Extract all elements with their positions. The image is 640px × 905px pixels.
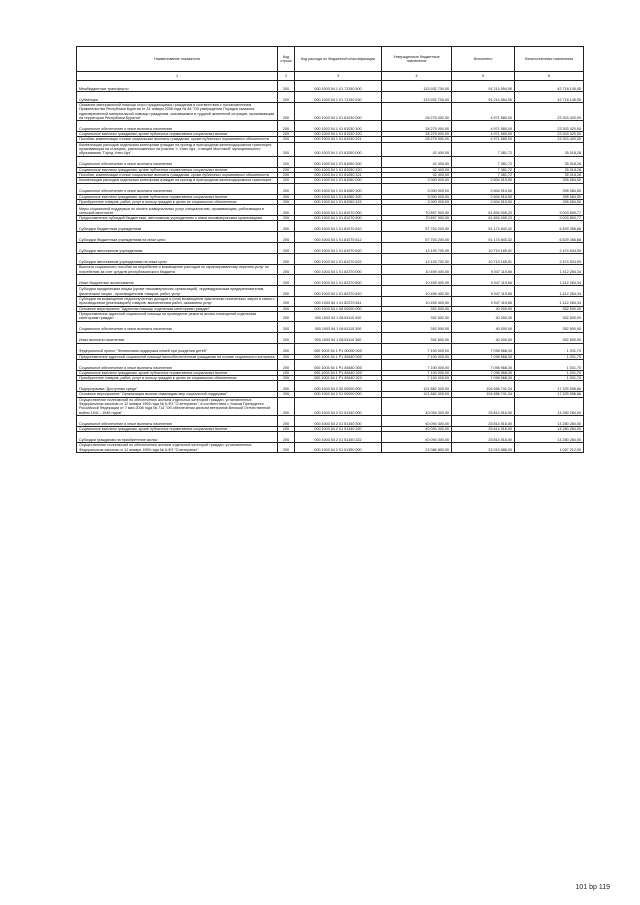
row-executed-amount: 10 719 165,91 — [452, 254, 515, 265]
row-approved-amount: 28 275 000,00 — [382, 121, 452, 132]
row-budget-code: 000 1003 54 1 08 81110 000 — [295, 311, 382, 321]
table-row — [77, 265, 584, 275]
row-executed-amount: 40 000,00 — [452, 306, 515, 311]
row-remaining-amount: 1 412 284,34 — [515, 275, 584, 286]
row-remaining-amount: 395 084,50 — [515, 178, 584, 183]
row-approved-amount: 28 275 000,00 — [382, 103, 452, 121]
row-remaining-amount: 9 003 890,77 — [515, 216, 584, 221]
row-executed-amount: 22 019 588,00 — [452, 443, 515, 453]
row-indicator-name: Предоставление субсидий бюджетным, автономным учреждениям и иным некоммерческим организациям — [77, 216, 278, 221]
row-budget-code: 000 1003 54 2 01 51340 320 — [295, 426, 382, 431]
row-budget-code: 000 1003 54 1 P1 83640 300 — [295, 359, 382, 370]
row-budget-code: 000 1003 54 2 00 00000 000 — [295, 381, 382, 392]
row-line-code: 200 — [278, 92, 295, 103]
row-line-code: 200 — [278, 359, 295, 370]
table-row — [77, 103, 584, 121]
row-indicator-name: Социальные выплаты гражданам, кроме публичных нормативных социальных выплат — [77, 370, 278, 375]
row-indicator-name: Субвенции — [77, 92, 278, 103]
column-number-3: 3 — [295, 72, 382, 81]
row-approved-amount: 3 000 000,00 — [382, 178, 452, 183]
table-row — [77, 205, 584, 216]
table-row — [77, 132, 584, 137]
row-budget-code: 000 1003 54 1 01 73150 530 — [295, 92, 382, 103]
row-budget-code: 000 1003 54 1 08 81110 300 — [295, 321, 382, 332]
row-line-code: 200 — [278, 103, 295, 121]
row-remaining-amount: 23 303 420,00 — [515, 137, 584, 142]
row-line-code: 200 — [278, 172, 295, 177]
row-remaining-amount: 395 084,50 — [515, 199, 584, 204]
row-remaining-amount: 1 412 284,34 — [515, 297, 584, 307]
table-row — [77, 297, 584, 307]
row-line-code: 200 — [278, 137, 295, 142]
table-row — [77, 376, 584, 381]
row-remaining-amount: 352 500,00 — [515, 332, 584, 343]
row-approved-amount: 42 400,00 — [382, 172, 452, 177]
row-budget-code: 000 1003 54 2 01 51340 300 — [295, 415, 382, 426]
row-budget-code: 000 1003 54 1 P1 00000 000 — [295, 343, 382, 354]
table-row — [77, 392, 584, 397]
row-indicator-name: Оказание материальной помощи остро нуждающимся гражданам в соответствии с постановлением Правительства Республики Бурятия от 31 января 2008 года № 48 "Об утверждении Порядка оказания единовременной материальной помощи гражданам, оказавшимся в трудной жизненной ситуации, проживающим на территории Республики Бурятия" — [77, 103, 278, 121]
table-row — [77, 221, 584, 232]
row-executed-amount: 4 971 580,00 — [452, 121, 515, 132]
row-executed-amount: 7 098 968,30 — [452, 354, 515, 359]
row-remaining-amount: 6 529 356,68 — [515, 232, 584, 243]
row-line-code: 200 — [278, 443, 295, 453]
row-approved-amount: 3 000 000,00 — [382, 183, 452, 194]
row-executed-amount: 7 098 968,30 — [452, 376, 515, 381]
row-line-code: 200 — [278, 81, 295, 92]
row-budget-code: 000 1003 54 1 01 81030 300 — [295, 121, 382, 132]
table-row — [77, 199, 584, 204]
row-line-code: 200 — [278, 311, 295, 321]
column-numbers-row — [77, 72, 584, 81]
row-indicator-name: Пособия, компенсации и иные социальные выплаты гражданам, кроме публичных нормативных обязательств — [77, 172, 278, 177]
row-indicator-name: Социальное обеспечение и иные выплаты населению — [77, 121, 278, 132]
row-indicator-name: Иные бюджетные ассигнования — [77, 275, 278, 286]
row-remaining-amount: 17 325 558,66 — [515, 381, 584, 392]
row-executed-amount: 7 381,72 — [452, 167, 515, 172]
row-remaining-amount: 14 280 284,00 — [515, 432, 584, 443]
row-approved-amount: 13 193 700,00 — [382, 243, 452, 254]
row-approved-amount: 42 400,00 — [382, 142, 452, 156]
row-indicator-name: Предоставление адресной социальной помощи на проведение ремонта жилых помещений отдельным категориям граждан — [77, 311, 278, 321]
row-line-code: 200 — [278, 178, 295, 183]
row-budget-code: 000 1003 54 1 08 00000 000 — [295, 306, 382, 311]
page-number: 101 bp 119 — [575, 884, 610, 891]
table-row — [77, 311, 584, 321]
row-approved-amount: 392 500,00 — [382, 306, 452, 311]
row-executed-amount: 4 971 580,00 — [452, 103, 515, 121]
row-executed-amount: 25 814 016,00 — [452, 432, 515, 443]
row-line-code: 200 — [278, 370, 295, 375]
row-indicator-name: Приобретение товаров, работ, услуг в пользу граждан в целях их социального обеспечения — [77, 199, 278, 204]
row-indicator-name: Основное мероприятие "Организация выплат инвалидам мер социальной поддержки" — [77, 392, 278, 397]
row-indicator-name: Социальные выплаты гражданам, кроме публичных нормативных социальных выплат — [77, 426, 278, 431]
row-remaining-amount: 352 500,00 — [515, 311, 584, 321]
row-line-code: 200 — [278, 232, 295, 243]
row-executed-amount: 40 000,00 — [452, 311, 515, 321]
row-approved-amount: 40 094 300,00 — [382, 432, 452, 443]
row-line-code: 200 — [278, 397, 295, 415]
row-indicator-name: Приобретение товаров, работ, услуг в пользу граждан в целях их социального обеспечения — [77, 376, 278, 381]
row-remaining-amount: 1 031,70 — [515, 343, 584, 354]
row-indicator-name: Социальное обеспечение и иные выплаты населению — [77, 183, 278, 194]
row-remaining-amount: 23 303 420,00 — [515, 103, 584, 121]
row-approved-amount: 392 500,00 — [382, 332, 452, 343]
row-budget-code: 000 1003 54 1 01 82370 811 — [295, 297, 382, 307]
row-line-code: 200 — [278, 286, 295, 297]
row-budget-code: 000 1003 54 1 P1 83640 323 — [295, 376, 382, 381]
row-remaining-amount: 14 280 284,00 — [515, 415, 584, 426]
row-remaining-amount: 42 718 145,05 — [515, 81, 584, 92]
row-approved-amount: 23 086 800,00 — [382, 443, 452, 453]
row-approved-amount: 10 459 400,00 — [382, 265, 452, 275]
row-remaining-amount: 1 412 284,34 — [515, 286, 584, 297]
row-indicator-name: Иные выплаты населению — [77, 332, 278, 343]
column-number-4: 4 — [382, 72, 452, 81]
row-indicator-name: Субсидии автономным учреждениям — [77, 243, 278, 254]
column-number-6: 6 — [515, 72, 584, 81]
row-indicator-name: Социальное обеспечение и иные выплаты населению — [77, 359, 278, 370]
row-executed-amount: 2 604 915,50 — [452, 199, 515, 204]
row-indicator-name: Субсидии на возмещение недополученных доходов и (или) возмещение фактически понесенных затрат в связи с производством (реализацией) товаров, выполнением работ, оказанием услуг — [77, 297, 278, 307]
row-approved-amount: 7 100 000,00 — [382, 343, 452, 354]
header-unexecuted-appropriations: Неисполненные назначения — [515, 47, 584, 72]
row-budget-code: 000 1003 54 1 P1 83640 000 — [295, 354, 382, 359]
row-executed-amount: 7 098 968,30 — [452, 370, 515, 375]
row-line-code: 200 — [278, 415, 295, 426]
row-remaining-amount: 352 500,00 — [515, 321, 584, 332]
row-remaining-amount: 1 031,70 — [515, 359, 584, 370]
row-approved-amount: 10 459 400,00 — [382, 286, 452, 297]
row-remaining-amount: 1 031,70 — [515, 354, 584, 359]
table-row — [77, 415, 584, 426]
row-line-code: 200 — [278, 216, 295, 221]
header-approved-appropriations: Утвержденные бюджетные назначения — [382, 47, 452, 72]
table-row — [77, 432, 584, 443]
table-row — [77, 172, 584, 177]
row-line-code: 200 — [278, 354, 295, 359]
row-remaining-amount: 6 529 356,68 — [515, 221, 584, 232]
column-number-2: 2 — [278, 72, 295, 81]
row-executed-amount: 2 604 915,50 — [452, 194, 515, 199]
row-executed-amount: 9 047 115,66 — [452, 265, 515, 275]
table-row — [77, 254, 584, 265]
table-row — [77, 286, 584, 297]
row-budget-code: 000 1003 54 1 01 81070 612 — [295, 232, 382, 243]
row-line-code: 200 — [278, 221, 295, 232]
row-line-code: 200 — [278, 142, 295, 156]
row-executed-amount: 40 000,00 — [452, 332, 515, 343]
row-executed-amount: 91 214 554,95 — [452, 92, 515, 103]
table-row — [77, 243, 584, 254]
row-executed-amount: 2 604 915,50 — [452, 178, 515, 183]
row-line-code: 200 — [278, 376, 295, 381]
budget-execution-table — [76, 46, 584, 453]
table-row — [77, 178, 584, 183]
table-row — [77, 443, 584, 453]
row-indicator-name: Субсидии бюджетным учреждениям на иные цели — [77, 232, 278, 243]
row-budget-code: 000 1003 54 1 01 81030 320 — [295, 132, 382, 137]
row-remaining-amount: 14 280 284,00 — [515, 397, 584, 415]
row-indicator-name: Социальные выплаты гражданам, кроме публичных нормативных социальных выплат — [77, 194, 278, 199]
row-indicator-name: Социальные выплаты гражданам, кроме публичных нормативных социальных выплат — [77, 167, 278, 172]
row-approved-amount: 3 000 000,00 — [382, 194, 452, 199]
row-indicator-name: Предоставление адресной социальной помощи малообеспеченным гражданам на основе социального контракта — [77, 354, 278, 359]
row-indicator-name: Субсидии юридическим лицам (кроме некоммерческих организаций), индивидуальным предпринимателям, физическим лицам - производителям товаров, работ, услуг — [77, 286, 278, 297]
row-approved-amount: 28 275 000,00 — [382, 137, 452, 142]
row-approved-amount: 7 100 000,00 — [382, 359, 452, 370]
table-row — [77, 183, 584, 194]
row-approved-amount: 42 400,00 — [382, 156, 452, 167]
row-line-code: 200 — [278, 194, 295, 199]
row-indicator-name: Меры социальной поддержки по оплате коммунальных услуг специалистам, проживающим, работающим в сельской местности — [77, 205, 278, 216]
table-row — [77, 343, 584, 354]
row-indicator-name: Социальное обеспечение и иные выплаты населению — [77, 156, 278, 167]
row-budget-code: 000 1003 54 1 01 81070 000 — [295, 205, 382, 216]
row-budget-code: 000 1003 54 2 01 51340 000 — [295, 397, 382, 415]
table-row — [77, 354, 584, 359]
row-approved-amount: 121 882 300,00 — [382, 381, 452, 392]
row-budget-code: 000 1003 54 1 01 81060 323 — [295, 199, 382, 204]
row-approved-amount: 40 094 300,00 — [382, 415, 452, 426]
table-row — [77, 332, 584, 343]
row-indicator-name: Основное мероприятие "Адресная помощь отдельным категориям граждан" — [77, 306, 278, 311]
row-approved-amount: 13 193 700,00 — [382, 254, 452, 265]
row-line-code: 200 — [278, 343, 295, 354]
row-budget-code: 000 1003 54 2 01 51340 322 — [295, 432, 382, 443]
row-executed-amount: 91 214 554,95 — [452, 81, 515, 92]
row-line-code: 200 — [278, 426, 295, 431]
row-indicator-name: Осуществление полномочий по обеспечению жильем отдельных категорий граждан, установленных Федеральным законом от 12 января 1995 года № 5-ФЗ "О ветеранах", в соответствии с Указом Президента Российской Федерации от 7 мая 2008 года № 714 "Об обеспечении жильем ветеранов Великой Отечественной войны 1941 - 1945 годов" — [77, 397, 278, 415]
row-approved-amount: 10 459 400,00 — [382, 297, 452, 307]
row-budget-code: 000 1003 54 1 01 82370 000 — [295, 265, 382, 275]
table-row — [77, 142, 584, 156]
row-indicator-name: Компенсация расходов отдельным категориям граждан на проезд в пригородном железнодорожном транспорте — [77, 178, 278, 183]
row-line-code: 200 — [278, 243, 295, 254]
row-approved-amount: 40 094 300,00 — [382, 426, 452, 431]
row-indicator-name: Осуществление полномочий по обеспечению жильем отдельных категорий граждан, установленных Федеральным законом от 12 января 1995 года № 5-ФЗ "О ветеранах" — [77, 443, 278, 453]
row-approved-amount: 7 100 000,00 — [382, 354, 452, 359]
row-approved-amount: 57 704 200,00 — [382, 232, 452, 243]
row-executed-amount: 7 098 968,30 — [452, 359, 515, 370]
table-row — [77, 81, 584, 92]
row-executed-amount: 9 047 115,66 — [452, 286, 515, 297]
row-executed-amount: 7 098 968,30 — [452, 343, 515, 354]
table-row — [77, 306, 584, 311]
row-executed-amount: 9 047 115,66 — [452, 275, 515, 286]
header-budget-classification-code: Код расхода по бюджетной классификации — [295, 47, 382, 72]
row-budget-code: 000 1003 54 1 08 81110 360 — [295, 332, 382, 343]
row-line-code: 200 — [278, 121, 295, 132]
row-executed-amount: 104 556 741,34 — [452, 392, 515, 397]
row-executed-amount: 7 381,72 — [452, 142, 515, 156]
row-line-code: 200 — [278, 432, 295, 443]
row-remaining-amount: 395 084,50 — [515, 194, 584, 199]
row-remaining-amount: 1 067 212,00 — [515, 443, 584, 453]
table-row — [77, 121, 584, 132]
row-remaining-amount: 9 003 890,77 — [515, 205, 584, 216]
row-line-code: 200 — [278, 167, 295, 172]
row-executed-amount: 61 894 009,23 — [452, 205, 515, 216]
row-indicator-name: Компенсация расходов отдельным категориям граждан на проезд в пригородном железнодорожном транспорте, проживающим на станциях, расположенных на участке "г. Улан-Удэ - станция Мостовой" муниципального образования "Город Улан-Удэ" — [77, 142, 278, 156]
row-remaining-amount: 1 412 284,34 — [515, 265, 584, 275]
row-budget-code: 000 1003 54 1 01 81070 600 — [295, 216, 382, 221]
row-approved-amount: 392 500,00 — [382, 311, 452, 321]
row-executed-amount: 7 381,72 — [452, 172, 515, 177]
row-line-code: 200 — [278, 265, 295, 275]
table-row — [77, 381, 584, 392]
row-line-code: 200 — [278, 297, 295, 307]
table-row — [77, 275, 584, 286]
table-row — [77, 137, 584, 142]
row-line-code: 200 — [278, 156, 295, 167]
row-remaining-amount: 42 718 145,05 — [515, 92, 584, 103]
row-remaining-amount: 1 031,70 — [515, 370, 584, 375]
row-executed-amount: 2 604 915,50 — [452, 183, 515, 194]
table-row — [77, 167, 584, 172]
header-indicator-name: Наименование показателя — [77, 47, 278, 72]
column-number-1: 1 — [77, 72, 278, 81]
row-indicator-name: Пособия, компенсации и иные социальные выплаты гражданам, кроме публичных нормативных обязательств — [77, 137, 278, 142]
table-row — [77, 370, 584, 375]
row-budget-code: 000 1003 54 1 01 81050 321 — [295, 172, 382, 177]
row-approved-amount: 7 100 000,00 — [382, 376, 452, 381]
row-approved-amount: 121 882 300,00 — [382, 392, 452, 397]
row-line-code: 200 — [278, 321, 295, 332]
row-budget-code: 000 1003 54 1 01 73150 500 — [295, 81, 382, 92]
row-remaining-amount: 1 031,70 — [515, 376, 584, 381]
row-budget-code: 000 1003 54 1 01 81030 000 — [295, 103, 382, 121]
row-indicator-name: Социальное обеспечение и иные выплаты населению — [77, 415, 278, 426]
table-row — [77, 92, 584, 103]
row-executed-amount: 7 381,72 — [452, 156, 515, 167]
row-approved-amount: 7 100 000,00 — [382, 370, 452, 375]
row-approved-amount: 133 932 700,00 — [382, 92, 452, 103]
row-remaining-amount: 395 084,50 — [515, 183, 584, 194]
row-line-code: 200 — [278, 381, 295, 392]
row-line-code: 200 — [278, 183, 295, 194]
row-executed-amount: 51 174 843,32 — [452, 232, 515, 243]
row-remaining-amount: 2 474 534,09 — [515, 243, 584, 254]
row-approved-amount: 392 500,00 — [382, 321, 452, 332]
row-budget-code: 000 1003 54 1 01 81060 300 — [295, 183, 382, 194]
table-row — [77, 194, 584, 199]
row-indicator-name: Субсидии гражданам на приобретение жилья — [77, 432, 278, 443]
table-row — [77, 216, 584, 221]
table-row — [77, 359, 584, 370]
row-approved-amount: 70 897 900,00 — [382, 205, 452, 216]
row-indicator-name: Субсидии автономным учреждениям на иные цели — [77, 254, 278, 265]
row-budget-code: 000 1003 54 1 01 82370 810 — [295, 286, 382, 297]
row-indicator-name: Подпрограмма "Доступная среда" — [77, 381, 278, 392]
row-line-code: 200 — [278, 306, 295, 311]
row-executed-amount: 104 556 741,34 — [452, 381, 515, 392]
row-remaining-amount: 2 474 534,09 — [515, 254, 584, 265]
table-row — [77, 232, 584, 243]
row-budget-code: 000 1003 54 1 01 81050 320 — [295, 167, 382, 172]
row-executed-amount: 9 047 115,66 — [452, 297, 515, 307]
row-line-code: 200 — [278, 199, 295, 204]
row-budget-code: 000 1003 54 2 01 51350 000 — [295, 443, 382, 453]
row-remaining-amount: 14 280 284,00 — [515, 426, 584, 431]
row-approved-amount: 133 932 700,00 — [382, 81, 452, 92]
row-remaining-amount: 352 500,00 — [515, 306, 584, 311]
row-remaining-amount: 23 303 420,00 — [515, 121, 584, 132]
row-budget-code: 000 1003 54 1 01 81050 000 — [295, 142, 382, 156]
row-budget-code: 000 1003 54 1 01 81070 620 — [295, 243, 382, 254]
row-executed-amount: 4 971 580,00 — [452, 132, 515, 137]
row-budget-code: 000 1003 54 1 P1 83640 320 — [295, 370, 382, 375]
row-executed-amount: 25 814 016,00 — [452, 426, 515, 431]
row-budget-code: 000 1003 54 1 01 81070 622 — [295, 254, 382, 265]
table-row — [77, 321, 584, 332]
row-line-code: 200 — [278, 132, 295, 137]
table-row — [77, 426, 584, 431]
row-indicator-name: Социальные выплаты гражданам, кроме публичных нормативных социальных выплат — [77, 132, 278, 137]
row-budget-code: 000 1003 54 1 01 81060 320 — [295, 194, 382, 199]
row-budget-code: 000 1003 54 1 01 81050 300 — [295, 156, 382, 167]
row-line-code: 200 — [278, 205, 295, 216]
row-executed-amount: 40 000,00 — [452, 321, 515, 332]
row-approved-amount: 57 704 200,00 — [382, 221, 452, 232]
row-line-code: 200 — [278, 332, 295, 343]
row-remaining-amount: 35 018,28 — [515, 172, 584, 177]
row-budget-code: 000 1003 54 1 01 81060 000 — [295, 178, 382, 183]
header-executed: Исполнено — [452, 47, 515, 72]
row-remaining-amount: 35 018,28 — [515, 167, 584, 172]
report-sheet — [76, 46, 583, 453]
column-number-5: 5 — [452, 72, 515, 81]
row-indicator-name: Социальное обеспечение и иные выплаты населению — [77, 321, 278, 332]
row-executed-amount: 25 814 016,00 — [452, 415, 515, 426]
row-indicator-name: Федеральный проект "Финансовая поддержка семей при рождении детей" — [77, 343, 278, 354]
row-approved-amount: 3 000 000,00 — [382, 199, 452, 204]
row-executed-amount: 51 174 843,32 — [452, 221, 515, 232]
row-budget-code: 000 1003 54 1 01 81070 610 — [295, 221, 382, 232]
table-row — [77, 156, 584, 167]
row-line-code: 200 — [278, 254, 295, 265]
row-remaining-amount: 23 303 420,00 — [515, 132, 584, 137]
row-approved-amount: 28 275 000,00 — [382, 132, 452, 137]
row-indicator-name: Выплата социального пособия на погребение и возмещение расходов по гарантированному перечню услуг по погребению за счет средств республиканского бюджета — [77, 265, 278, 275]
row-executed-amount: 4 971 580,00 — [452, 137, 515, 142]
row-remaining-amount: 17 325 558,66 — [515, 392, 584, 397]
row-remaining-amount: 35 018,28 — [515, 156, 584, 167]
header-line-code: Код строки — [278, 47, 295, 72]
table-header-row — [77, 47, 584, 72]
row-remaining-amount: 35 018,28 — [515, 142, 584, 156]
row-approved-amount: 42 400,00 — [382, 167, 452, 172]
row-indicator-name: Межбюджетные трансферты — [77, 81, 278, 92]
row-line-code: 200 — [278, 392, 295, 397]
row-approved-amount: 70 897 900,00 — [382, 216, 452, 221]
row-executed-amount: 10 719 165,91 — [452, 243, 515, 254]
row-approved-amount: 10 459 400,00 — [382, 275, 452, 286]
row-budget-code: 000 1003 54 1 01 81030 321 — [295, 137, 382, 142]
table-row — [77, 397, 584, 415]
row-approved-amount: 40 094 300,00 — [382, 397, 452, 415]
row-budget-code: 000 1003 54 1 01 82370 800 — [295, 275, 382, 286]
row-line-code: 200 — [278, 275, 295, 286]
row-indicator-name: Субсидии бюджетным учреждениям — [77, 221, 278, 232]
row-budget-code: 000 1003 54 2 01 00000 000 — [295, 392, 382, 397]
row-executed-amount: 61 894 009,23 — [452, 216, 515, 221]
row-executed-amount: 25 814 016,00 — [452, 397, 515, 415]
